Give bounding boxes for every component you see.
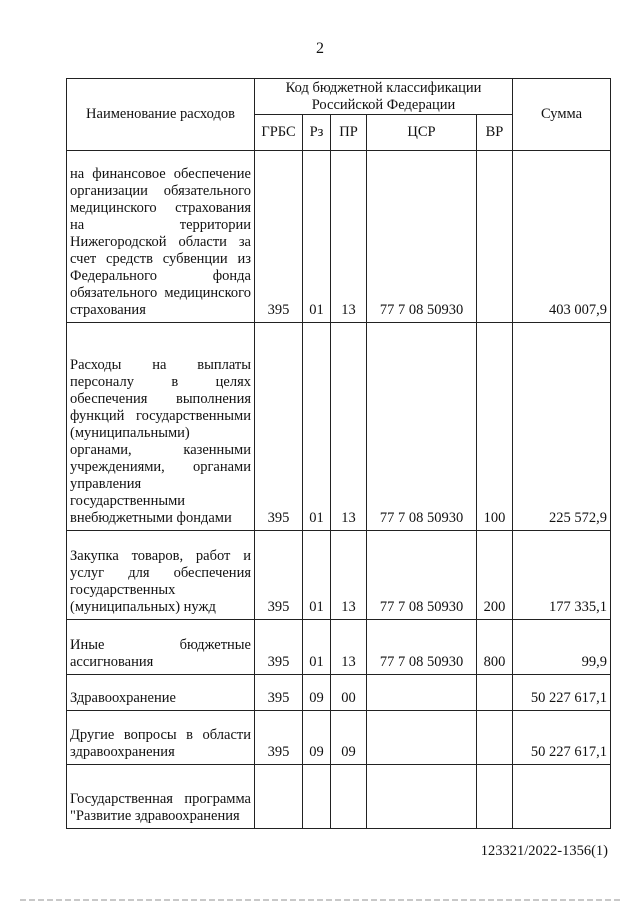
row-vr: [477, 711, 513, 765]
row-sum: 50 227 617,1: [513, 711, 611, 765]
row-rz: [303, 765, 331, 829]
row-csr: [367, 675, 477, 711]
row-pr: 13: [331, 151, 367, 323]
row-csr: 77 7 08 50930: [367, 531, 477, 620]
row-csr: 77 7 08 50930: [367, 151, 477, 323]
row-vr: [477, 765, 513, 829]
row-csr: 77 7 08 50930: [367, 323, 477, 531]
header-pr: ПР: [331, 115, 367, 151]
scan-artifact-line: [20, 899, 620, 901]
row-name: Иные бюджетные ассигнования: [67, 620, 255, 675]
row-grbs: [255, 765, 303, 829]
table-row: [67, 675, 611, 711]
header-csr: ЦСР: [367, 115, 477, 151]
row-rz: 01: [303, 323, 331, 531]
row-sum: 177 335,1: [513, 531, 611, 620]
table-row: [67, 151, 611, 323]
table-row: [67, 711, 611, 765]
row-grbs: 395: [255, 675, 303, 711]
row-rz: 09: [303, 675, 331, 711]
row-csr: 77 7 08 50930: [367, 620, 477, 675]
row-vr: 800: [477, 620, 513, 675]
row-pr: 09: [331, 711, 367, 765]
row-grbs: 395: [255, 323, 303, 531]
row-sum: 99,9: [513, 620, 611, 675]
table-row: [67, 531, 611, 620]
header-name: Наименование расходов: [67, 79, 255, 151]
page-number: 2: [316, 40, 324, 57]
row-sum: 50 227 617,1: [513, 675, 611, 711]
row-vr: 200: [477, 531, 513, 620]
header-grbs: ГРБС: [255, 115, 303, 151]
header-rz: Рз: [303, 115, 331, 151]
table-row: [67, 620, 611, 675]
row-pr: 13: [331, 531, 367, 620]
row-vr: 100: [477, 323, 513, 531]
header-code-group: Код бюджетной классификации Российской Федерации: [255, 79, 513, 115]
row-vr: [477, 151, 513, 323]
row-name: Закупка товаров, работ и услуг для обеспечения государственных (муниципальных) нужд: [67, 531, 255, 620]
row-vr: [477, 675, 513, 711]
budget-table: [66, 78, 611, 829]
row-grbs: 395: [255, 151, 303, 323]
table-row: [67, 323, 611, 531]
row-sum: 403 007,9: [513, 151, 611, 323]
row-csr: [367, 711, 477, 765]
header-vr: ВР: [477, 115, 513, 151]
row-pr: 13: [331, 620, 367, 675]
row-name: Расходы на выплаты персоналу в целях обеспечения выполнения функций государственными (муниципальными) органами, казенными учреждениями, органами управления государственными внебюджетными фондами: [67, 323, 255, 531]
document-code: 123321/2022-1356(1): [480, 843, 608, 859]
row-grbs: 395: [255, 531, 303, 620]
row-name: Другие вопросы в области здравоохранения: [67, 711, 255, 765]
row-rz: 01: [303, 620, 331, 675]
row-sum: [513, 765, 611, 829]
header-sum: Сумма: [513, 79, 611, 151]
row-rz: 09: [303, 711, 331, 765]
row-pr: 00: [331, 675, 367, 711]
row-grbs: 395: [255, 620, 303, 675]
row-pr: 13: [331, 323, 367, 531]
row-rz: 01: [303, 531, 331, 620]
row-name: Государственная программа "Развитие здравоохранения: [67, 765, 255, 829]
row-pr: [331, 765, 367, 829]
row-name: на финансовое обеспечение организации обязательного медицинского страхования на территории Нижегородской области за счет средств субвенции из Федерального фонда обязательного медицинского страхования: [67, 151, 255, 323]
row-grbs: 395: [255, 711, 303, 765]
row-name: Здравоохранение: [67, 675, 255, 711]
table-row: [67, 765, 611, 829]
row-rz: 01: [303, 151, 331, 323]
row-sum: 225 572,9: [513, 323, 611, 531]
row-csr: [367, 765, 477, 829]
